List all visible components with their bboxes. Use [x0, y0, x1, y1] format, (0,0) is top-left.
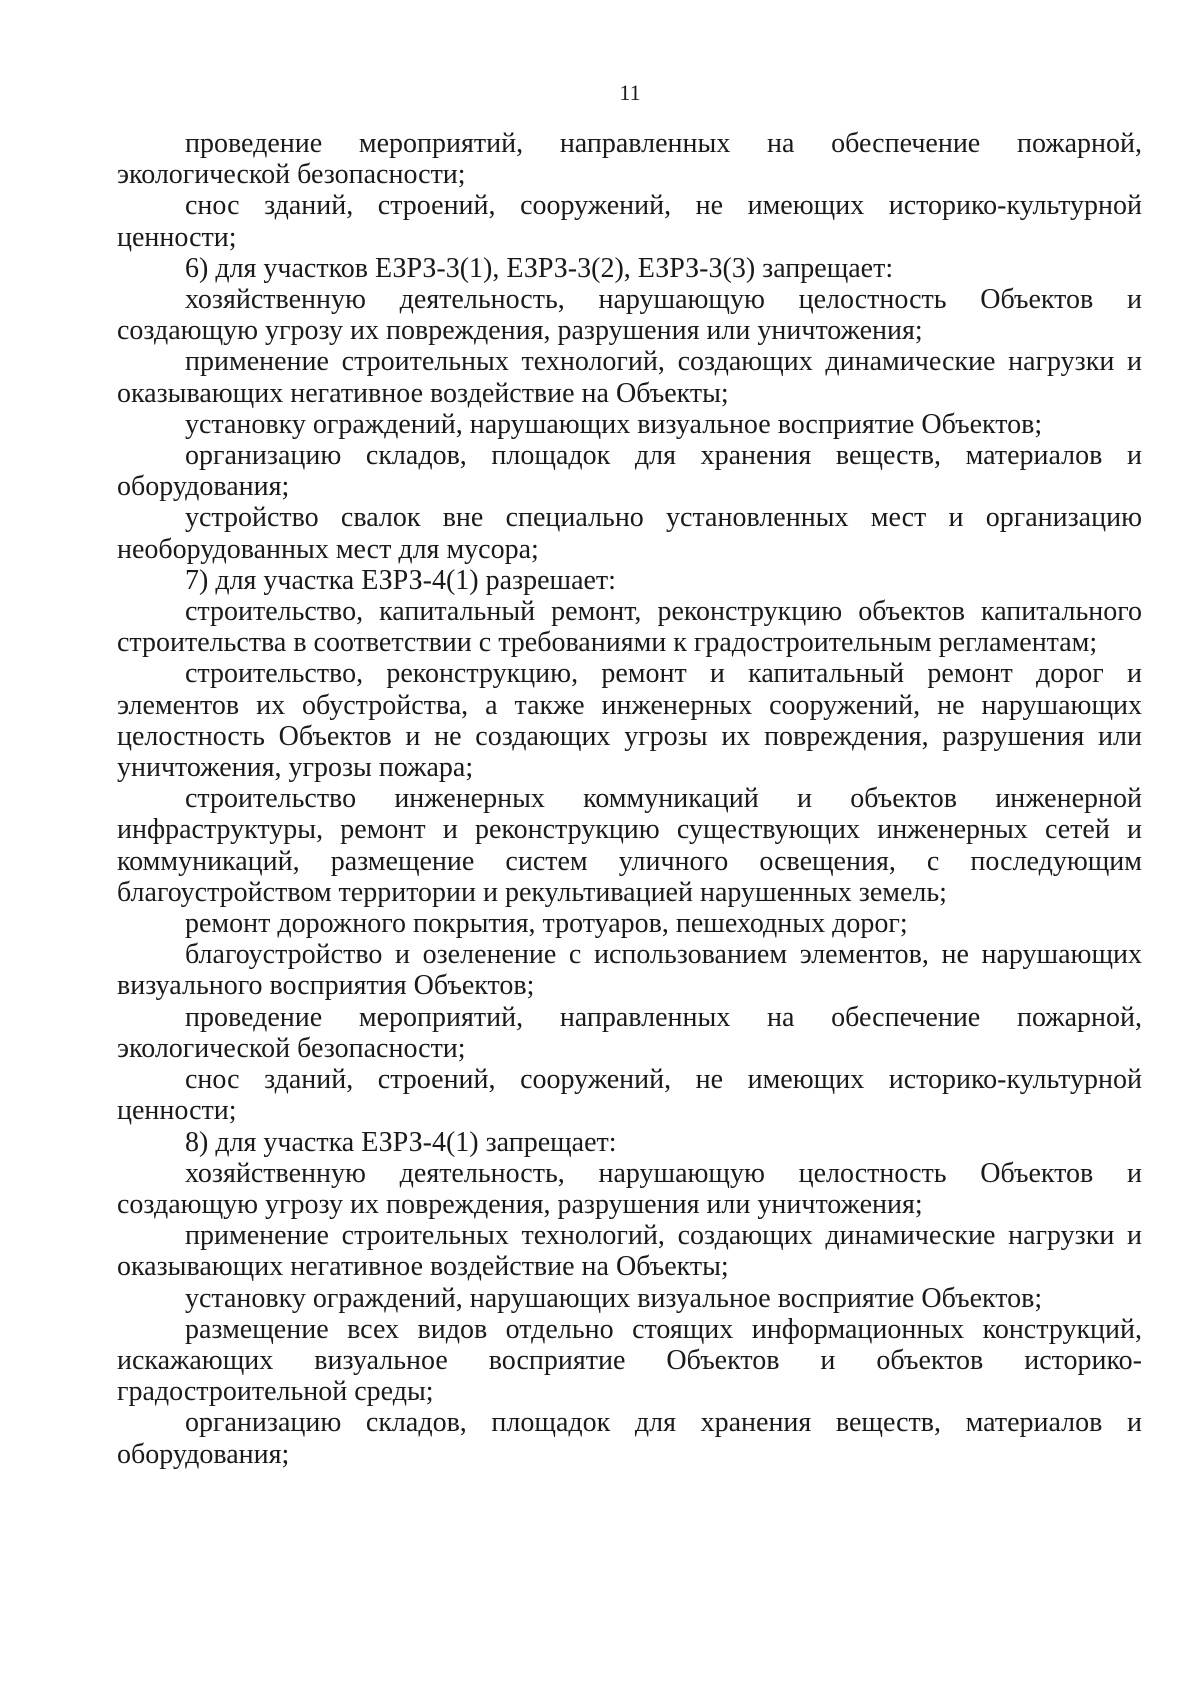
paragraph: проведение мероприятий, направленных на обеспечение пожарной, экологической безопасности;: [117, 128, 1142, 191]
paragraph: 6) для участков ЕЗРЗ-3(1), ЕЗРЗ-3(2), ЕЗРЗ-3(3) запрещает:: [185, 252, 894, 284]
paragraph: применение строительных технологий, создающих динамические нагрузки и оказывающих негативное воздействие на Объекты;: [117, 346, 1142, 409]
paragraph: строительство, капитальный ремонт, реконструкцию объектов капитального строительства в соответствии с требованиями к градостроительным регламентам;: [117, 596, 1142, 659]
paragraph: благоустройство и озеленение с использованием элементов, не нарушающих визуального восприятия Объектов;: [117, 939, 1142, 1002]
paragraph: строительство, реконструкцию, ремонт и капитальный ремонт дорог и элементов их обустройства, а также инженерных сооружений, не нарушающих целостность Объектов и не создающих угрозы их повреждения, разрушения или уничтожения, угрозы пожара;: [117, 658, 1142, 784]
paragraph: снос зданий, строений, сооружений, не имеющих историко-культурной ценности;: [117, 190, 1142, 253]
paragraph: строительство инженерных коммуникаций и объектов инженерной инфраструктуры, ремонт и реконструкцию существующих инженерных сетей и коммуникаций, размещение систем уличного освещения, с последующим благоустройством территории и рекультивацией нарушенных земель;: [117, 783, 1142, 908]
paragraph: размещение всех видов отдельно стоящих информационных конструкций, искажающих визуальное восприятие Объектов и объектов историко-градостроительной среды;: [117, 1313, 1142, 1408]
paragraph: хозяйственную деятельность, нарушающую целостность Объектов и создающую угрозу их повреждения, разрушения или уничтожения;: [117, 284, 1142, 347]
paragraph: применение строительных технологий, создающих динамические нагрузки и оказывающих негативное воздействие на Объекты;: [117, 1220, 1142, 1283]
paragraph: установку ограждений, нарушающих визуальное восприятие Объектов;: [185, 1282, 1043, 1314]
paragraph: организацию складов, площадок для хранения веществ, материалов и оборудования;: [117, 1407, 1142, 1470]
paragraph: организацию складов, площадок для хранения веществ, материалов и оборудования;: [117, 440, 1142, 503]
paragraph: 8) для участка ЕЗРЗ-4(1) запрещает:: [185, 1126, 617, 1158]
paragraph: снос зданий, строений, сооружений, не имеющих историко-культурной ценности;: [117, 1064, 1142, 1127]
paragraph: установку ограждений, нарушающих визуальное восприятие Объектов;: [185, 408, 1043, 440]
paragraph: ремонт дорожного покрытия, тротуаров, пешеходных дорог;: [185, 908, 908, 940]
document-body: [117, 128, 1142, 1470]
paragraph: устройство свалок вне специально установленных мест и организацию необорудованных мест для мусора;: [117, 502, 1142, 565]
paragraph: проведение мероприятий, направленных на обеспечение пожарной, экологической безопасности;: [117, 1001, 1142, 1064]
paragraph: хозяйственную деятельность, нарушающую целостность Объектов и создающую угрозу их повреждения, разрушения или уничтожения;: [117, 1157, 1142, 1220]
page-number: 11: [619, 80, 641, 105]
paragraph: 7) для участка ЕЗРЗ-4(1) разрешает:: [185, 564, 616, 596]
